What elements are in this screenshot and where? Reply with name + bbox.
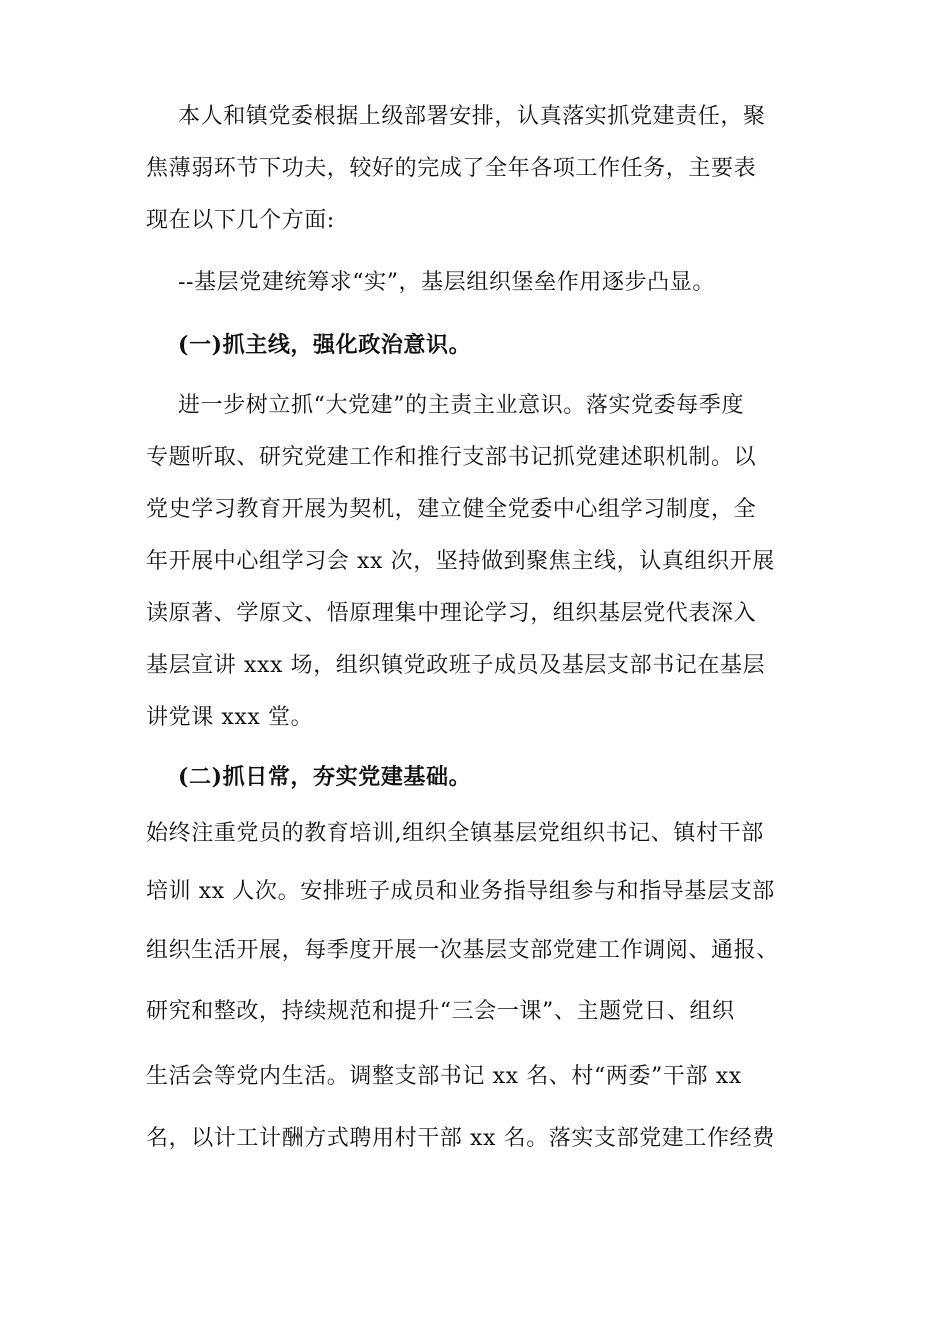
paragraph-2-line-6: 基层宣讲 xxx 场，组织镇党政班子成员及基层支部书记在基层 [146,653,766,678]
paragraph-3-line-4: 研究和整改，持续规范和提升“三会一课”、主题党日、组织 [146,999,735,1024]
paragraph-3-line-3: 组织生活开展，每季度开展一次基层支部党建工作调阅、通报、 [146,938,779,963]
paragraph-3-line-2: 培训 xx 人次。安排班子成员和业务指导组参与和指导基层支部 [146,879,775,904]
paragraph-2-line-4: 年开展中心组学习会 xx 次，坚持做到聚焦主线，认真组织开展 [146,549,775,574]
subheading-2: (二)抓日常，夯实党建基础。 [178,764,472,790]
paragraph-2-line-3: 党史学习教育开展为契机，建立健全党委中心组学习制度，全 [146,497,757,522]
paragraph-2-line-7: 讲党课 xxx 堂。 [146,705,314,730]
paragraph-1-line-1: 本人和镇党委根据上级部署安排，认真落实抓党建责任，聚 [178,104,766,129]
subheading-1: (一)抓主线，强化政治意识。 [178,332,472,358]
paragraph-1-line-2: 焦薄弱环节下功夫，较好的完成了全年各项工作任务，主要表 [146,156,757,181]
paragraph-2-line-1: 进一步树立抓“大党建”的主责主业意识。落实党委每季度 [178,393,745,418]
paragraph-3-line-5: 生活会等党内生活。调整支部书记 xx 名、村“两委”干部 xx [146,1064,742,1089]
paragraph-3-line-6: 名，以计工计酬方式聘用村干部 xx 名。落实支部党建工作经费 [146,1126,775,1151]
section-heading: --基层党建统筹求“实”，基层组织堡垒作用逐步凸显。 [178,270,715,295]
paragraph-3-line-1: 始终注重党员的教育培训,组织全镇基层党组织书记、镇村干部 [146,821,764,846]
paragraph-2-line-5: 读原著、学原文、悟原理集中理论学习，组织基层党代表深入 [146,601,757,626]
paragraph-2-line-2: 专题听取、研究党建工作和推行支部书记抓党建述职机制。以 [146,445,757,470]
paragraph-1-line-3: 现在以下几个方面: [146,208,335,233]
